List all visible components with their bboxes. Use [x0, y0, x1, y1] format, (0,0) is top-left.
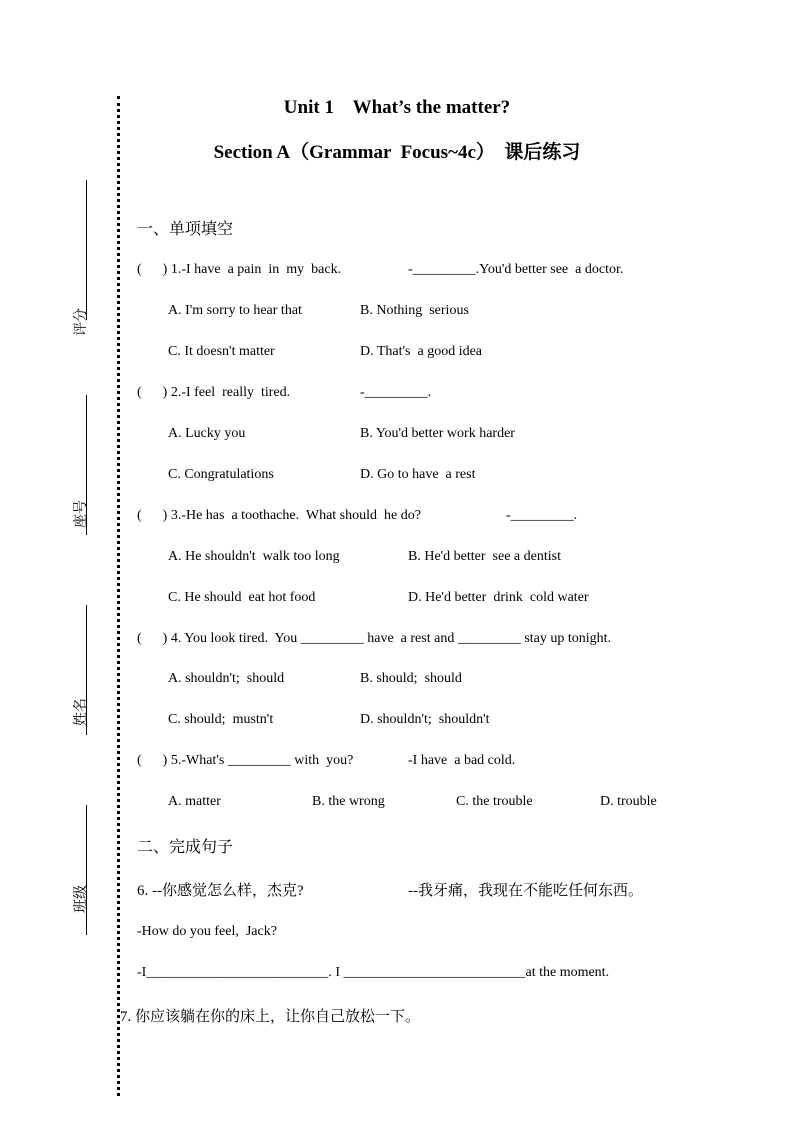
- score-label: 评分: [74, 308, 89, 336]
- q1-stem: ( ) 1.-I have a pain in my back.: [137, 262, 342, 277]
- q6-english: -How do you feel, Jack?: [137, 924, 277, 939]
- q3-option-d: D. He'd better drink cold water: [408, 590, 589, 605]
- q3-option-a: A. He shouldn't walk too long: [168, 549, 340, 564]
- q5-option-c: C. the trouble: [456, 794, 533, 809]
- q2-stem: ( ) 2.-I feel really tired.: [137, 385, 291, 400]
- q3-option-b: B. He'd better see a dentist: [408, 549, 561, 564]
- q6-chinese: 6. --你感觉怎么样，杰克?: [137, 883, 304, 899]
- q5-reply: -I have a bad cold.: [408, 753, 516, 768]
- q5-option-b: B. the wrong: [312, 794, 385, 809]
- q4-option-a: A. shouldn't; should: [168, 671, 285, 686]
- q4-stem: ( ) 4. You look tired. You _________ have a rest and _________ stay up tonight.: [137, 631, 612, 646]
- q2-option-d: D. Go to have a rest: [360, 467, 476, 482]
- q1-option-b: B. Nothing serious: [360, 303, 469, 318]
- part2-heading: 二、完成句子: [137, 839, 234, 856]
- q4-option-b: B. should; should: [360, 671, 462, 686]
- seat-label: 座号: [74, 500, 89, 528]
- q1-reply: -_________.You'd better see a doctor.: [408, 262, 624, 277]
- q7-chinese: 7. 你应该躺在你的床上，让你自己放松一下。: [120, 1009, 421, 1025]
- q4-option-c: C. should; mustn't: [168, 712, 274, 727]
- q2-option-b: B. You'd better work harder: [360, 426, 515, 441]
- q3-option-c: C. He should eat hot food: [168, 590, 316, 605]
- q1-option-d: D. That's a good idea: [360, 344, 483, 359]
- q4-option-d: D. shouldn't; shouldn't: [360, 712, 490, 727]
- name-label: 姓名: [74, 698, 89, 726]
- q2-option-c: C. Congratulations: [168, 467, 274, 482]
- q3-stem: ( ) 3.-He has a toothache. What should he do?: [137, 508, 421, 523]
- q2-option-a: A. Lucky you: [168, 426, 246, 441]
- q5-option-a: A. matter: [168, 794, 221, 809]
- q6-blank-line: -I__________________________. I __________________________at the moment.: [137, 965, 610, 980]
- q1-option-c: C. It doesn't matter: [168, 344, 275, 359]
- page-title: Unit 1 What’s the matter?: [283, 97, 511, 118]
- q6-chinese-reply: --我牙痛，我现在不能吃任何东西。: [408, 883, 643, 899]
- class-label: 班级: [74, 885, 89, 913]
- part1-heading: 一、单项填空: [137, 221, 234, 238]
- binding-dotted-line: [117, 96, 120, 1096]
- score-line: [86, 180, 87, 320]
- class-line: [86, 805, 87, 935]
- page-subtitle: Section A（Grammar Focus~4c） 课后练习: [213, 142, 581, 163]
- q3-reply: -_________.: [506, 508, 578, 523]
- q2-reply: -_________.: [360, 385, 432, 400]
- q1-option-a: A. I'm sorry to hear that: [168, 303, 302, 318]
- q5-stem: ( ) 5.-What's _________ with you?: [137, 753, 354, 768]
- q5-option-d: D. trouble: [600, 794, 657, 809]
